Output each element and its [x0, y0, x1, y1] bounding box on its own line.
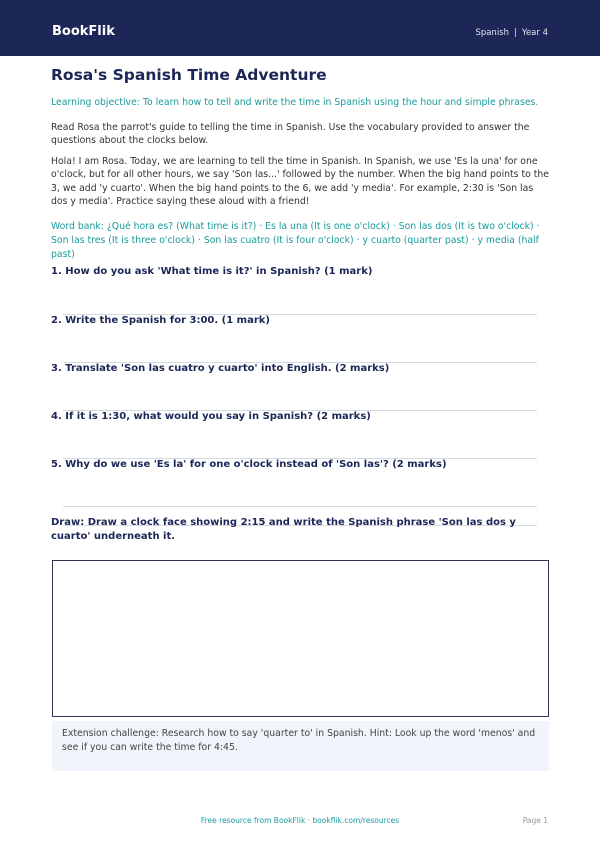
- subject-year-label: [475, 28, 548, 38]
- learning-objective: Learning objective: To learn how to tell and write the time in Spanish using the hour and simple phrases.: [51, 97, 539, 108]
- drawing-task: Draw: Draw a clock face showing 2:15 and write the Spanish phrase 'Son las dos y cuarto' underneath it.: [51, 517, 516, 542]
- question-1: 1. How do you ask 'What time is it?' in Spanish? (1 mark): [51, 266, 373, 277]
- question-3: 3. Translate 'Son las cuatro y cuarto' into English. (2 marks): [51, 363, 390, 374]
- worksheet-title: Rosa's Spanish Time Adventure: [51, 66, 327, 84]
- page-number: Page 1: [522, 816, 548, 825]
- header-bar: [0, 0, 600, 56]
- year-label: Year 4: [521, 28, 548, 38]
- question-5: 5. Why do we use 'Es la' for one o'clock instead of 'Son las'? (2 marks): [51, 459, 447, 470]
- separator: |: [514, 28, 517, 38]
- intro-text: Read Rosa the parrot's guide to telling the time in Spanish. Use the vocabulary provided to answer the questions about the clocks below.: [51, 122, 530, 147]
- question-2: 2. Write the Spanish for 3:00. (1 mark): [51, 315, 270, 326]
- rosa-story-text: Hola! I am Rosa. Today, we are learning to tell the time in Spanish. In Spanish, we use 'Es la una' for one o'clock, but for all other hours, we say 'Son las...' followed by the number. When the big hand points to the 3, we add 'y cuarto'. When the big hand points to the 6, we add 'y media'. For example, 2:30 is 'Son las dos y media'. Practice saying these aloud with a friend!: [51, 156, 550, 207]
- footer-credit: Free resource from BookFlik · bookflik.com/resources: [200, 816, 400, 825]
- question-4: 4. If it is 1:30, what would you say in Spanish? (2 marks): [51, 411, 371, 422]
- drawing-box[interactable]: [52, 560, 549, 717]
- answer-line-5[interactable]: [63, 506, 537, 507]
- word-bank: Word bank: ¿Qué hora es? (What time is it?) · Es la una (It is one o'clock) · Son las dos (It is two o'clock) · Son las tres (It is three o'clock) · Son las cuatro (It is four o'clock) · y cuarto (quarter past) · y media (half past): [51, 221, 540, 260]
- subject-label: Spanish: [475, 28, 510, 38]
- brand-logo: BookFlik: [52, 24, 115, 39]
- extension-challenge: Extension challenge: Research how to say 'quarter to' in Spanish. Hint: Look up the word 'menos' and see if you can write the time for 4:45.: [52, 721, 549, 771]
